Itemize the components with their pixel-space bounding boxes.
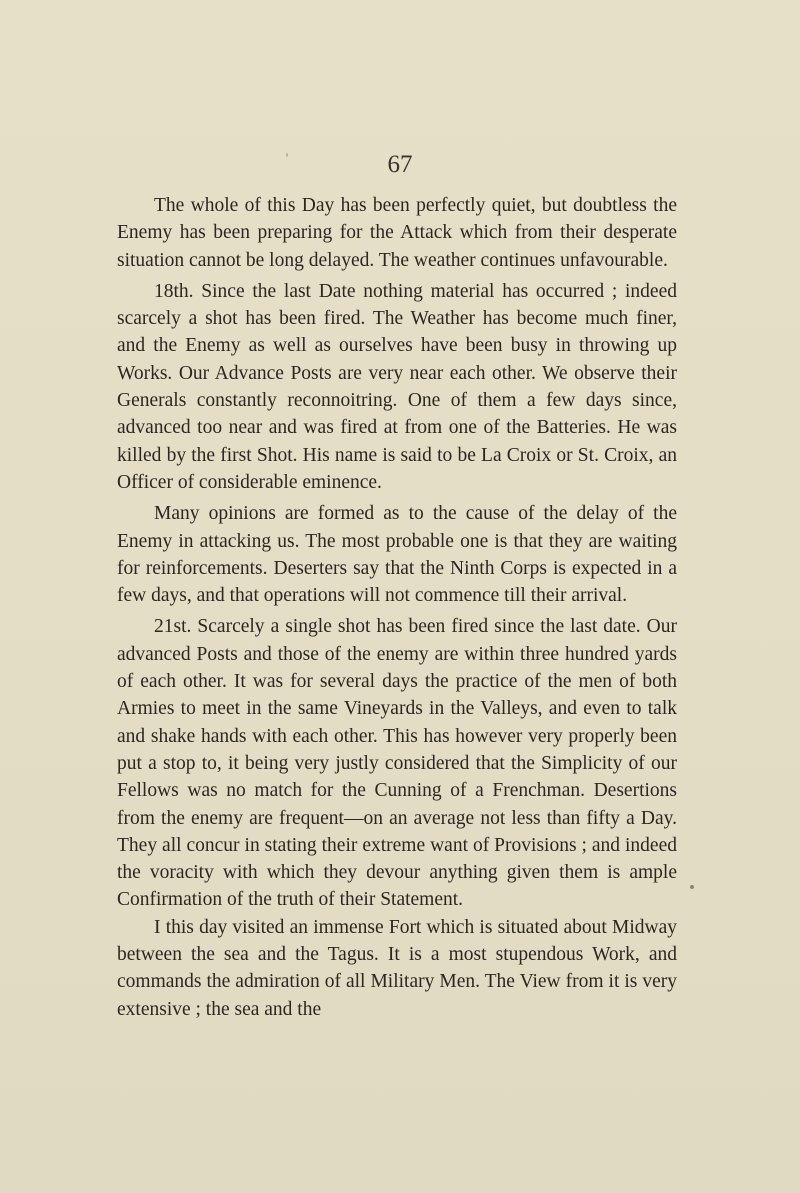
paragraph-day-quiet: The whole of this Day has been perfectly quiet, but doubtless the Enemy has been preparing for the Attack which from their desperate situation cannot be long delayed. The weather continues unfavourable.	[117, 195, 677, 271]
paragraph-opinions-delay: Many opinions are formed as to the cause of the delay of the Enemy in attacking us. The most probable one is that they are waiting for reinforcements. Deserters say that the Ninth Corps is expected in a few days, and that operations will not commence till their arrival.	[117, 503, 677, 607]
paragraph-fort-visit: I this day visited an immense Fort which is situated about Midway between the sea and the Tagus. It is a most stupendous Work, and commands the admiration of all Military Men. The View from it is very extensive ; the sea and the	[117, 916, 677, 1020]
paper-speck	[690, 885, 694, 889]
paragraph-18th: 18th. Since the last Date nothing material has occurred ; indeed scarcely a shot has been fired. The Weather has become much finer, and the Enemy as well as ourselves have been busy in throwing up Works. Our Advance Posts are very near each other. We observe their Generals constantly reconnoitring. One of them a few days since, advanced too near and was fired at from one of the Batteries. He was killed by the first Shot. His name is said to be La Croix or St. Croix, an Officer of considerable eminence.	[117, 280, 677, 493]
page-body-text	[117, 192, 677, 1023]
paragraph-21st: 21st. Scarcely a single shot has been fired since the last date. Our advanced Posts and those of the enemy are within three hundred yards of each other. It was for several days the practice of the men of both Armies to meet in the same Vineyards in the Valleys, and even to talk and shake hands with each other. This has however very properly been put a stop to, it being very justly considered that the Simplicity of our Fellows was no match for the Cunning of a Frenchman. Desertions from the enemy are frequent—on an average not less than fifty a Day. They all concur in stating their extreme want of Provisions ; and indeed the voracity with which they devour anything given them is ample Confirmation of the truth of their Statement.	[117, 616, 677, 911]
page-number: 67	[387, 151, 413, 178]
paper-speck	[286, 153, 288, 157]
